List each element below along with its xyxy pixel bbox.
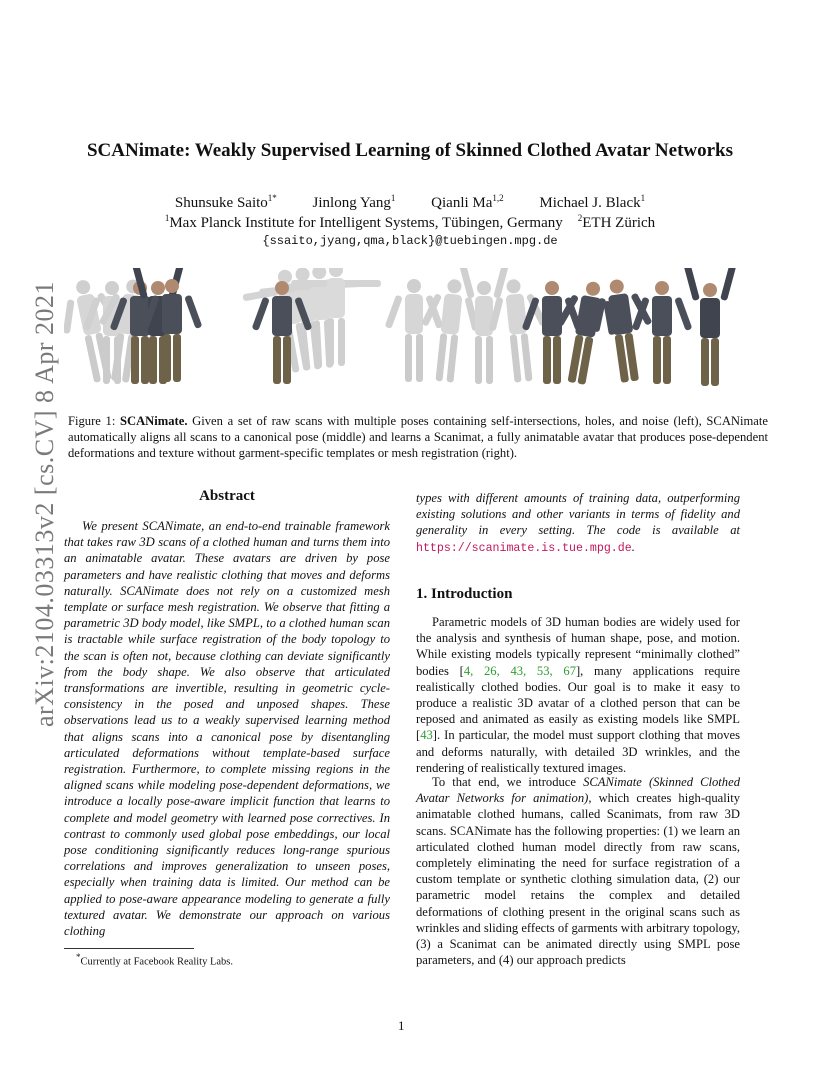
citation-link[interactable]: 43 <box>420 728 433 743</box>
author-4: Michael J. Black$^1$ <box>539 193 646 211</box>
teaser-figure <box>64 268 764 398</box>
figure-bold: SCANimate. <box>119 414 188 428</box>
page-number: 1 <box>398 1018 405 1033</box>
figure-caption <box>68 413 768 461</box>
citation-links[interactable]: 4, 26, 43, 53, 67 <box>463 663 576 678</box>
author-1: Shunsuke Saito$^{1*}$ <box>174 193 277 211</box>
intro-heading: 1. Introduction <box>416 586 513 602</box>
code-url-link[interactable]: https://scanimate.is.tue.mpg.de <box>416 541 632 555</box>
abstract-text: We present SCANimate, an end-to-end trainable framework that takes raw 3D scans of a clothed human and turns them into an animatable avatar. These avatars are driven by pose parameters and have realistic clothing that moves and deforms naturally. SCANimate does not rely on a customized mesh template or surface mesh registration. We observe that fitting a parametric 3D body model, like SMPL, to a clothed human scan is tractable while surface registration of the body topology to the scan is often not, because clothing can deviate significantly from the body shape. We also observe that articulated transformations are invertible, resulting in geometric cycle-consistency in the posed and unposed shapes. These observations lead us to a weakly supervised learning method that aligns scans into a canonical pose by disentangling articulated deformations without template-based surface registration. Furthermore, to complete missing regions in the aligned scans while modeling pose-dependent deformations, we introduce a locally pose-aware implicit function that learns to complete and model geometry with learned pose correctives. In contrast to commonly used global pose embeddings, our local pose conditioning significantly reduces long-range spurious correlations and improves generalization to unseen poses, especially when training data is limited. Our method can be applied to pose-aware appearance modeling to generate a fully textured avatar. We demonstrate our approach on various clothing <box>64 519 390 939</box>
author-emails: {ssaito,jyang,qma,black}@tuebingen.mpg.de <box>262 234 558 248</box>
author-2: Jinlong Yang$^1$ <box>312 193 396 211</box>
arxiv-side-label: arXiv:2104.03313v2 [cs.CV] 8 Apr 2021 <box>30 281 59 728</box>
author-list <box>60 193 760 212</box>
abstract-continued: types with different amounts of training data, outperforming existing solutions and other variants in terms of fidelity and generality in every setting. The code is available at https://scanimate.is.tue.mpg.de. <box>416 491 740 555</box>
figure-label: Figure 1: <box>68 414 116 428</box>
footnote: *Currently at Facebook Reality Labs. <box>76 952 234 968</box>
author-3: Qianli Ma$^{1,2}$ <box>431 193 504 211</box>
intro-paragraph-2: To that end, we introduce SCANimate (Skinned Clothed Avatar Networks for animation), which creates high-quality animatable clothed humans, called Scanimats, from raw 3D scans. SCANimate has the following properties: (1) we learn an articulated clothed human model directly from raw scans, completely eliminating the need for surface registration of a custom template or synthetic clothing simulation data, (2) our parametric model retains the complex and detailed deformations of clothing present in the original scans such as wrinkles and sliding effects of garments with arbitrary topology, (3) a Scanimat can be animated directly using SMPL pose parameters, and (4) our approach predicts <box>416 775 740 968</box>
affiliations: $^1$Max Planck Institute for Intelligent Systems, Tübingen, Germany $^2$ETH Zürich <box>164 213 656 231</box>
figure-text: Given a set of raw scans with multiple poses containing self-intersections, holes, and noise (left), SCANimate automatically aligns all scans to a canonical pose (middle) and learns a Scanimat, a fully animatable avatar that produces pose-dependent deformations and texture without garment-specific templates or mesh registration (right). <box>68 414 768 460</box>
footnote-rule <box>64 948 194 949</box>
paper-title: SCANimate: Weakly Supervised Learning of Skinned Clothed Avatar Networks <box>86 140 734 161</box>
abstract-heading: Abstract <box>199 488 255 504</box>
intro-paragraph-1: Parametric models of 3D human bodies are widely used for the analysis and synthesis of human shape, pose, and motion. While existing models typically represent “minimally clothed” bodies [4, 26, 43, 53, 67], many applications require realistically clothed bodies. Our goal is to make it easy to produce a realistic 3D avatar of a clothed person that can be reposed and animated as easily as existing models like SMPL [43]. In particular, the model must support clothing that moves and deforms naturally, with detailed 3D wrinkles, and the rendering of realistically textured images. <box>416 615 740 775</box>
